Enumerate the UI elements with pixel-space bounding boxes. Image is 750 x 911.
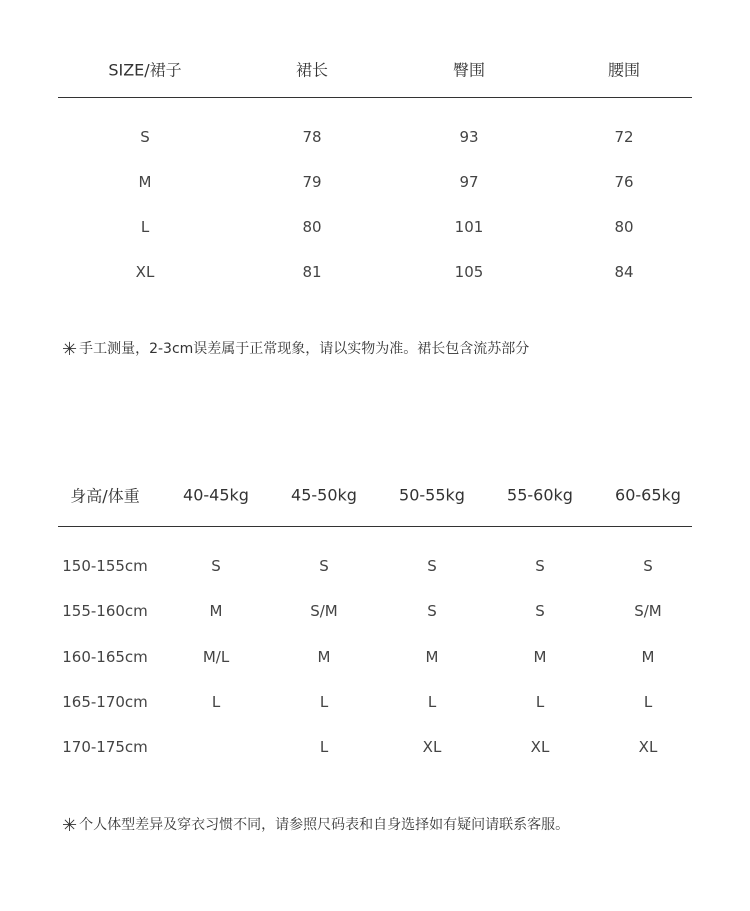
fit-header-height-weight: 身高/体重 xyxy=(70,486,140,506)
table-cell: 150-155cm xyxy=(62,557,148,575)
table-cell: 79 xyxy=(302,173,322,191)
table-cell: L xyxy=(211,693,221,711)
table-cell: 155-160cm xyxy=(62,602,148,620)
asterisk-icon: ✳ xyxy=(62,815,78,836)
table-cell: S xyxy=(211,557,221,575)
table-cell: 72 xyxy=(614,128,634,146)
asterisk-icon: ✳ xyxy=(62,339,78,360)
fit-header-weight: 50-55kg xyxy=(399,485,465,505)
table-cell: 78 xyxy=(302,128,322,146)
table-cell: 80 xyxy=(614,218,634,236)
table-cell: M xyxy=(641,648,655,666)
table-cell: S xyxy=(643,557,653,575)
table-cell: L xyxy=(643,693,653,711)
table-cell: M xyxy=(317,648,331,666)
measurement-note xyxy=(62,338,529,360)
fit-note-text: 个人体型差异及穿衣习惯不同，请参照尺码表和自身选择如有疑问请联系客服。 xyxy=(79,817,570,833)
table-cell: S xyxy=(427,602,437,620)
fit-header-weight: 40-45kg xyxy=(183,485,249,505)
fit-table-divider xyxy=(58,526,692,527)
table-cell: M xyxy=(425,648,439,666)
table-cell: 93 xyxy=(459,128,479,146)
table-cell: XL xyxy=(638,738,658,756)
table-cell: S xyxy=(535,557,545,575)
table-cell: XL xyxy=(135,263,155,281)
size-header-length: 裙长 xyxy=(295,60,329,80)
table-cell: S/M xyxy=(310,602,338,620)
table-cell: M xyxy=(138,173,152,191)
table-cell: 101 xyxy=(454,218,484,236)
fit-header-weight: 60-65kg xyxy=(615,485,681,505)
table-cell: 170-175cm xyxy=(62,738,148,756)
table-cell: L xyxy=(535,693,545,711)
table-cell: 165-170cm xyxy=(62,693,148,711)
table-cell: XL xyxy=(530,738,550,756)
table-cell: 81 xyxy=(302,263,322,281)
table-cell: 84 xyxy=(614,263,634,281)
table-cell: L xyxy=(319,693,329,711)
table-cell: S xyxy=(140,128,150,146)
fit-note xyxy=(62,814,569,836)
table-cell: XL xyxy=(422,738,442,756)
size-header-hip: 臀围 xyxy=(452,60,486,80)
table-cell: M/L xyxy=(202,648,230,666)
measurement-note-text: 手工测量，2-3cm误差属于正常现象，请以实物为准。裙长包含流苏部分 xyxy=(79,341,530,357)
table-cell: 76 xyxy=(614,173,634,191)
table-cell: 80 xyxy=(302,218,322,236)
size-header-size: SIZE/裙子 xyxy=(108,60,182,80)
table-cell: L xyxy=(427,693,437,711)
table-cell: L xyxy=(140,218,150,236)
table-cell: S/M xyxy=(634,602,662,620)
table-cell: 160-165cm xyxy=(62,648,148,666)
fit-header-weight: 55-60kg xyxy=(507,485,573,505)
fit-header-weight: 45-50kg xyxy=(291,485,357,505)
table-cell: M xyxy=(533,648,547,666)
table-cell: S xyxy=(319,557,329,575)
table-cell: M xyxy=(209,602,223,620)
table-cell: S xyxy=(427,557,437,575)
table-cell: S xyxy=(535,602,545,620)
size-table-divider xyxy=(58,97,692,98)
table-cell: 105 xyxy=(454,263,484,281)
table-cell: 97 xyxy=(459,173,479,191)
table-cell: L xyxy=(319,738,329,756)
size-header-waist: 腰围 xyxy=(607,60,641,80)
